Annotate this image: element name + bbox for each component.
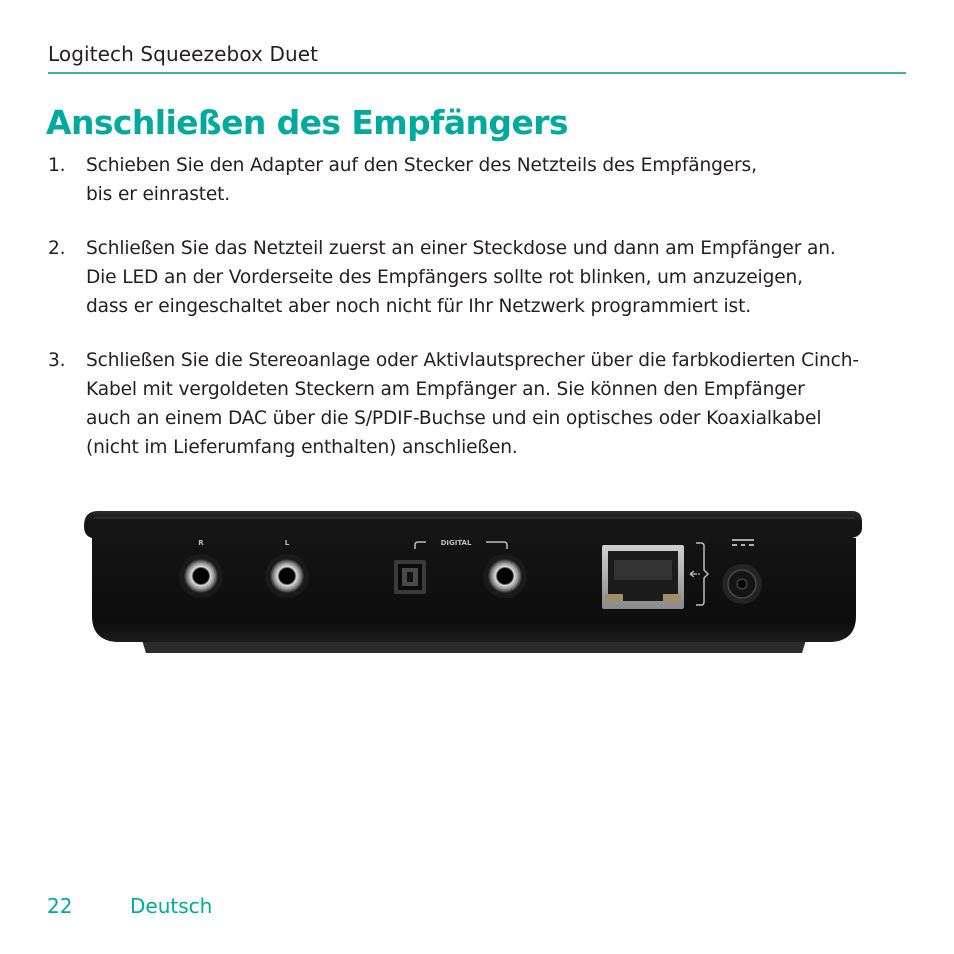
steps-list <box>48 151 908 487</box>
receiver-back-photo <box>84 508 864 654</box>
step-text-line: Schließen Sie das Netzteil zuerst an einer Steckdose und dann am Empfänger an. <box>86 238 836 259</box>
label-digital: DIGITAL <box>440 539 472 547</box>
header-rule <box>48 72 906 74</box>
optical-port <box>394 560 426 594</box>
step-number: 3. <box>48 350 66 371</box>
step-text-line: Schließen Sie die Stereoanlage oder Aktivlautsprecher über die farbkodierten Cinch- <box>86 350 859 371</box>
footer-language: Deutsch <box>130 894 213 918</box>
step-item <box>48 346 908 462</box>
header-title: Logitech Squeezebox Duet <box>48 42 319 66</box>
step-text-line: auch an einem DAC über die S/PDIF-Buchse und ein optisches oder Koaxialkabel <box>86 408 822 429</box>
rca-jack-left <box>265 554 309 598</box>
coax-jack <box>483 554 527 598</box>
step-text-line: Kabel mit vergoldeten Steckern am Empfänger an. Sie können den Empfänger <box>86 379 805 400</box>
label-left: L <box>284 539 290 547</box>
step-text-line: dass er eingeschaltet aber noch nicht für Ihr Netzwerk programmiert ist. <box>86 296 751 317</box>
step-item <box>48 234 908 321</box>
step-text-line: (nicht im Lieferumfang enthalten) anschließen. <box>86 437 518 458</box>
rca-jack-right <box>179 554 223 598</box>
page-number: 22 <box>47 894 73 918</box>
label-right: R <box>198 539 204 547</box>
step-text-line: Die LED an der Vorderseite des Empfängers sollte rot blinken, um anzuzeigen, <box>86 267 803 288</box>
step-text-line: bis er einrastet. <box>86 184 231 205</box>
step-item <box>48 151 908 209</box>
step-number: 2. <box>48 238 66 259</box>
power-jack <box>722 564 762 604</box>
page-heading: Anschließen des Empfängers <box>46 103 568 142</box>
ethernet-port <box>602 545 684 609</box>
step-text-line: Schieben Sie den Adapter auf den Stecker des Netzteils des Empfängers, <box>86 155 757 176</box>
step-number: 1. <box>48 155 66 176</box>
